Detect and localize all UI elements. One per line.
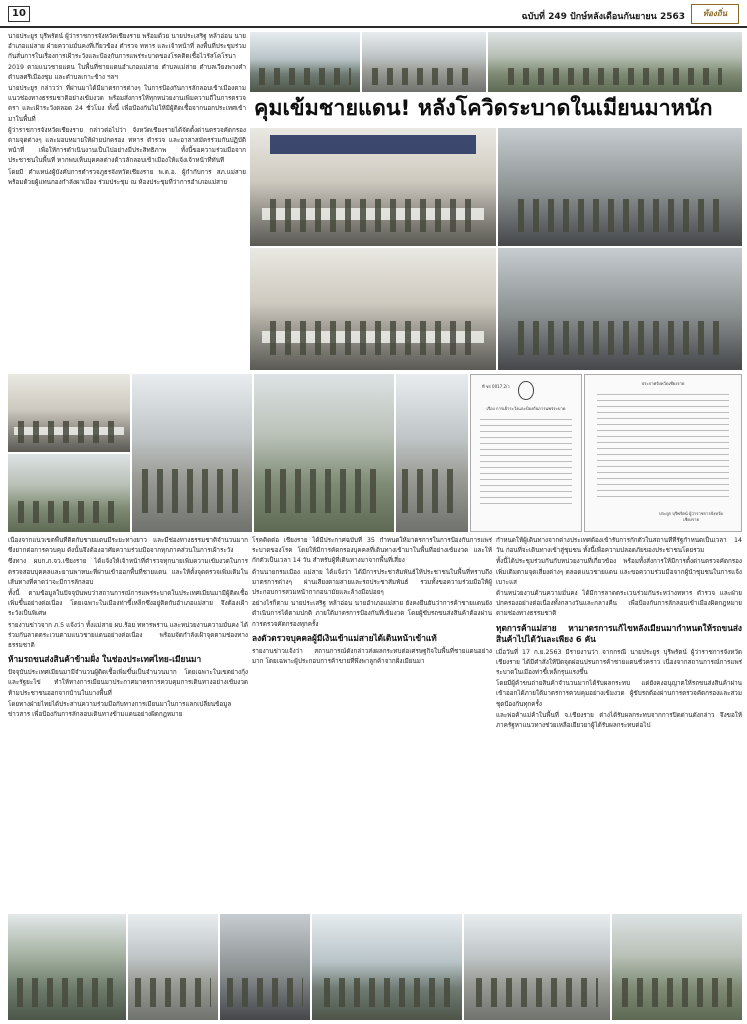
page-header <box>0 0 747 28</box>
column-paragraph: รายงานข่าวแจ้งว่า สถานการณ์ดังกล่าวส่งผลกระทบต่อเศรษฐกิจในพื้นที่ชายแดนอย่างมาก โดยเฉพาะผู้ประกอบการค้าขายที่พึ่งพาลูกค้าจากฝั่งเมียนมา <box>252 647 492 666</box>
subhead-center: ลงตัวตรวจบุคคลผู้มีเงินเข้าแม่สายได้เดินหน้าเข้าแท้ <box>252 632 437 643</box>
photo-checkpoint <box>362 32 486 92</box>
photo-meeting-table <box>250 248 496 370</box>
column-paragraph: กำหนดให้ผู้เดินทางจากต่างประเทศต้องเข้ารับการกักตัวในสถานที่ที่รัฐกำหนดเป็นเวลา 14 วัน ก่อนที่จะเดินทางเข้าสู่ชุมชน ทั้งนี้เพื่อความปลอดภัยของประชาชนโดยรวม <box>496 537 742 555</box>
photo-briefing <box>8 454 130 532</box>
provincial-order-scan <box>584 374 742 532</box>
photo-conference-room <box>250 128 496 246</box>
photo-governor-speaking <box>498 248 742 370</box>
order-signature: ประยูร บุรีพรัตน์ ผู้ว่าราชการจังหวัดเชียงราย <box>659 511 724 523</box>
column-paragraph: และพ่อค้าแม่ค้าในพื้นที่ จ.เชียงราย ต่างได้รับผลกระทบจากการปิดด่านดังกล่าว จึงขอให้ภาครัฐหาแนวทางช่วยเหลือเยียวยาผู้ได้รับผลกระทบต่อไป <box>496 711 742 730</box>
page-number: 10 <box>8 6 30 22</box>
column-paragraph: ด้านนายกรมเมือง แม่สาย ได้แจ้งว่า ได้มีการประชาสัมพันธ์ให้ประชาชนในพื้นที่ทราบถึงมาตรการต่างๆ ผ่านเสียงตามสายและรถประชาสัมพันธ์ รวมทั้งขอความร่วมมือให้ผู้ประกอบการสวมหน้ากากอนามัยและล้างมือบ่อยๆ <box>252 568 492 597</box>
column-paragraph: รายงานข่าวจาก ภ.5 แจ้งว่า ทั้งแม่สาย ผบ.ร้อย ทหารพราน และหน่วยงานความมั่นคง ได้ร่วมกันลาดตระเวนตามแนวชายแดนอย่างต่อเนื่อง พร้อมจัดกำลังเฝ้าจุดตามช่องทางธรรมชาติ <box>8 621 248 650</box>
photo-officials-meeting <box>488 32 742 92</box>
column-paragraph: โดยทางฝ่ายไทยได้ประสานความร่วมมือกับทางการเมียนมาในการแลกเปลี่ยนข้อมูลข่าวสาร เพื่อป้องกันการลักลอบเดินทางข้ามแดนอย่างผิดกฎหมาย <box>8 700 232 719</box>
column-paragraph: ด้านหน่วยงานด้านความมั่นคง ได้มีการลาดตระเวนร่วมกันระหว่างทหาร ตำรวจ และฝ่ายปกครองอย่างต่อเนื่องทั้งกลางวันและกลางคืน เพื่อป้องกันการลักลอบเข้าเมืองผิดกฎหมายตามช่องทางธรรมชาติ <box>496 590 742 618</box>
main-headline: คุมเข้มชายแดน! หลังโควิดระบาดในเมียนมาหนัก <box>250 92 744 126</box>
lead-paragraph: โดยมี ตำแหน่งผู้บังคับการตำรวจภูธรจังหวัดเชียงราย พ.ต.อ. ผู้กำกับการ สภ.แม่สาย พร้อมด้วยผู้แทนกองกำลังผาเมือง ร่วมประชุม ณ ห้องประชุมที่ว่าการอำเภอแม่สาย <box>8 168 246 186</box>
column-paragraph: ทั้งนี้ ตามข้อมูลในปัจจุบันพบว่าสถานการณ์การแพร่ระบาดในประเทศเมียนมามีผู้ติดเชื้อเพิ่มขึ้นอย่างต่อเนื่อง โดยเฉพาะในเมืองท่าขี้เหล็กซึ่งอยู่ติดกับอำเภอแม่สาย จึงต้องเฝ้าระวังเป็นพิเศษ <box>8 590 248 618</box>
subhead-left: ห้ามรถขนส่งสินค้าข้ามฝั่ง ในช่องประเทศไทย-เมียนมา <box>8 654 202 665</box>
column-paragraph: เมื่อวันที่ 17 ก.ย.2563 มีรายงานว่า จากกรณี นายประยูร บุรีพรัตน์ ผู้ว่าราชการจังหวัดเชียงราย ได้มีคำสั่งให้ปิดจุดผ่อนปรนการค้าชายแดนชั่วคราว เนื่องจากสถานการณ์การแพร่ระบาดในเมืองท่าขี้เหล็กรุนแรงขึ้น <box>496 648 742 677</box>
photo-border-river <box>8 914 126 1020</box>
photo-seated-officials <box>8 374 130 452</box>
article-column-left <box>8 536 248 910</box>
lead-paragraph: ผู้ว่าราชการจังหวัดเชียงราย กล่าวต่อไปว่า จังหวัดเชียงรายได้จัดตั้งด่านตรวจคัดกรองตามจุดต่างๆ และมอบหมายให้ฝ่ายปกครอง ทหาร ตำรวจ และอาสาสมัครร่วมกันปฏิบัติหน้าที่ เพื่อให้การดำเนินงานเป็นไปอย่างมีประสิทธิภาพ ทั้งนี้ขอความร่วมมือจากประชาชนในพื้นที่ หากพบเห็นบุคคลต่างด้าวลักลอบเข้าเมืองให้แจ้งเจ้าหน้าที่ทันที <box>8 126 246 165</box>
column-paragraph: ปัจจุบันประเทศเมียนมามีจำนวนผู้ติดเชื้อเพิ่มขึ้นเป็นจำนวนมาก โดยเฉพาะในเขตย่างกุ้งและรัฐยะไข่ ทำให้ทางการเมียนมาประกาศมาตรการควบคุมการเดินทางอย่างเข้มงวด ห้ามประชาชนออกจากบ้านในบางพื้นที่ <box>8 669 248 697</box>
photo-trucks-parked <box>464 914 610 1020</box>
subhead-right: ทุตการค้าแม่สาย หามาตรการแก้ไขหลังเมียนมากำหนดให้รถขนส่งสินค้าไปได้วันละเพียง 6 คัน <box>496 622 742 644</box>
issue-info: ฉบับที่ 249 ปักษ์หลังเดือนกันยายน 2563 <box>521 12 685 22</box>
column-paragraph: เนื่องจากแนวเขตพื้นที่ติดกับชายแดนมีระยะทางยาว และมีช่องทางธรรมชาติจำนวนมาก ซึ่งยากต่อการควบคุม ดังนั้นจึงต้องอาศัยความร่วมมือจากทุกภาคส่วนในการเฝ้าระวัง <box>8 537 248 555</box>
letter-reference: ที่ ชร 0017.2/ว <box>482 384 510 390</box>
article-column-center <box>252 536 492 910</box>
column-paragraph: ทั้งนี้ได้ประชุมร่วมกันกับหน่วยงานที่เกี่ยวข้อง พร้อมทั้งสั่งการให้มีการตั้งด่านตรวจคัดกรองเพิ่มเติมตามจุดเสี่ยงต่างๆ ตลอดแนวชายแดน และขอความร่วมมือจากผู้นำชุมชนในการแจ้งเบาะแส <box>496 558 742 586</box>
lead-paragraph: นายประยูร กล่าวว่า ที่ผ่านมาได้มีมาตรการต่างๆ ในการป้องกันการลักลอบเข้าเมืองตามแนวช่องทางธรรมชาติอย่างเข้มงวด พร้อมสั่งการให้ทุกหน่วยงานเพิ่มความถี่ในการตรวจตรา และเฝ้าระวังตลอด 24 ชั่วโมง ทั้งนี้ เพื่อป้องกันไม่ให้มีผู้ติดเชื้อจากนอกประเทศเข้ามาในพื้นที่ <box>8 85 246 123</box>
column-paragraph: ซึ่งทาง ผบก.ภ.จว.เชียงราย ได้แจ้งให้เจ้าหน้าที่ตำรวจทุกนายเพิ่มความเข้มงวดในการตรวจสอบบุคคลและยานพาหนะที่ผ่านเข้าออกพื้นที่ชายแดน และให้ตั้งจุดตรวจเพิ่มเติมในเส้นทางที่คาดว่าจะมีการลักลอบ <box>8 558 248 586</box>
order-caption: ประกาศจังหวัดเชียงราย <box>641 381 685 387</box>
letter-subject: เรื่อง การเฝ้าระวังและป้องกันการแพร่ระบาด <box>486 406 566 412</box>
lead-paragraph: นายประยูร บุรีพรัตน์ ผู้ว่าราชการจังหวัดเชียงราย พร้อมด้วย นายประเสริฐ หล้าอ่อน นายอำเภอแม่สาย ฝ่ายความมั่นคงที่เกี่ยวข้อง ตำรวจ ทหาร และเจ้าหน้าที่ ลงพื้นที่ประชุมร่วมกันสั่นการในเรื่องการเฝ้าระวังและป้องกันการแพร่ระบาดของโรคติดเชื้อไวรัสโคโรนา 2019 ตามแนวชายแดน ในพื้นที่ชายแดนอำเภอแม่สาย ตำบลแม่สาย ตำบลเวียงพางคำ ตำบลศรีเมืองชุม และตำบลเกาะช้าง ฯลฯ <box>8 33 246 81</box>
lead-article-text <box>8 32 246 370</box>
photo-group-outdoor <box>254 374 394 532</box>
article-column-right <box>496 536 742 910</box>
photo-soldiers-line <box>132 374 252 532</box>
photo-border-gate <box>612 914 742 1020</box>
photo-meeting-speaker <box>498 128 742 246</box>
photo-checkpoint-gate <box>128 914 218 1020</box>
photo-border-bridge <box>312 914 462 1020</box>
column-paragraph: อย่างไรก็ตาม นายประเสริฐ หล้าอ่อน นายอำเภอแม่สาย ยังคงยืนยันว่าการค้าชายแดนยังดำเนินการได้ตามปกติ ภายใต้มาตรการป้องกันที่เข้มงวด โดยผู้ขับรถขนส่งสินค้าต้องผ่านการตรวจคัดกรองทุกครั้ง <box>252 600 492 628</box>
photo-customs-building <box>220 914 310 1020</box>
official-letter-scan <box>470 374 582 532</box>
column-paragraph: โรคติดต่อ เชียงราย ได้มีประกาศฉบับที่ 35 กำหนดให้มาตรการในการป้องกันการแพร่ระบาดของโรค โดยให้มีการคัดกรองบุคคลที่เดินทางเข้ามาในพื้นที่อย่างเข้มงวด และให้กักตัวเป็นเวลา 14 วัน สำหรับผู้ที่เดินทางมาจากพื้นที่เสี่ยง <box>252 537 492 565</box>
photo-border-patrol <box>250 32 360 92</box>
column-paragraph: โดยมีผู้ค้าขนถ่ายสินค้าจำนวนมากได้รับผลกระทบ แต่ยังคงอนุญาตให้รถขนส่งสินค้าผ่านเข้าออกได้ภายใต้มาตรการควบคุมอย่างเข้มงวด ผู้ขับรถต้องผ่านการตรวจคัดกรองและสวมชุดป้องกันทุกครั้ง <box>496 680 742 708</box>
newspaper-logo: ท้องถิ่น <box>691 4 739 24</box>
photo-inspection <box>396 374 468 532</box>
